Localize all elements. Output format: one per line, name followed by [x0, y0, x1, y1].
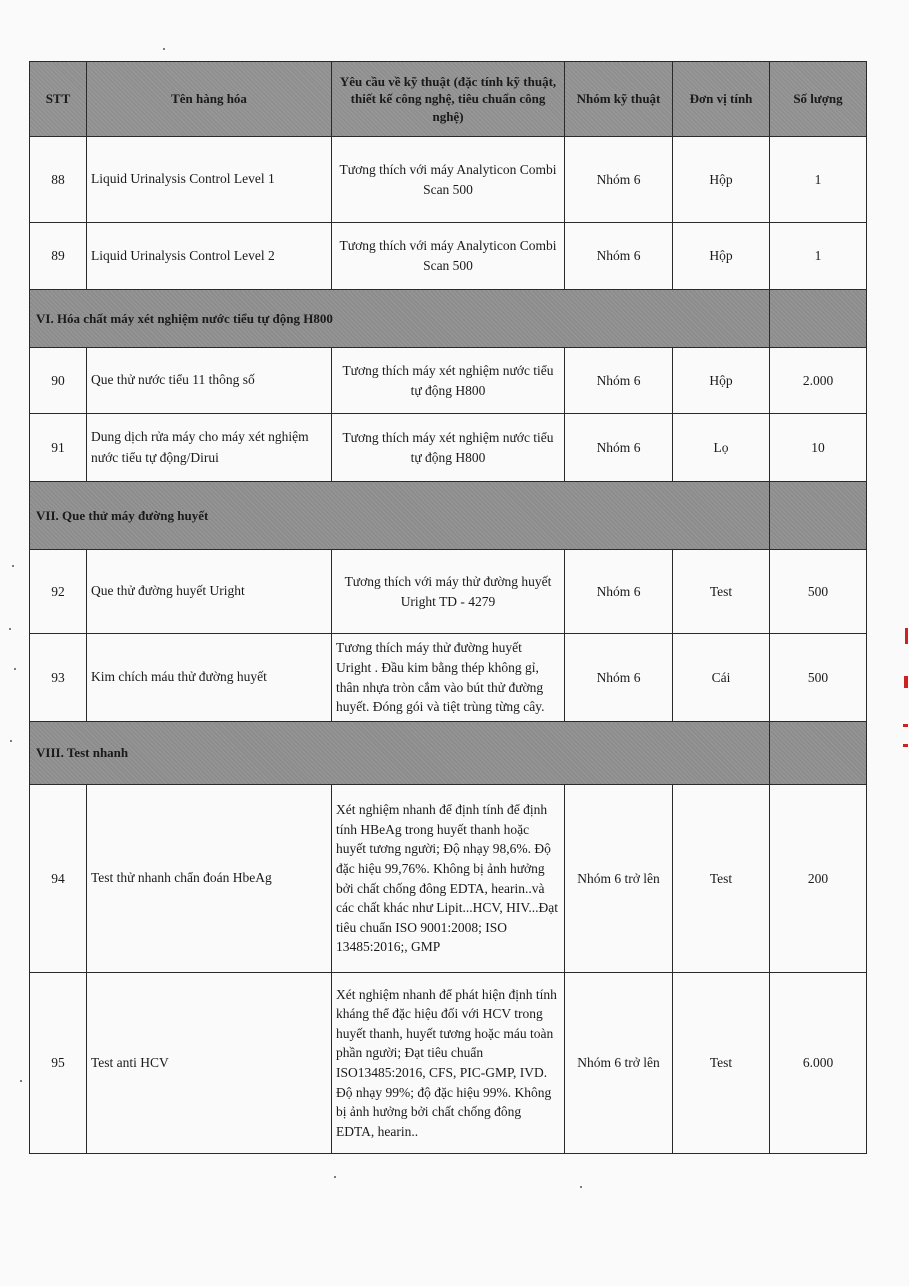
section-title: VII. Que thử máy đường huyết [30, 482, 770, 550]
cell-qty: 2.000 [770, 348, 867, 414]
scan-speck [580, 1186, 582, 1188]
cell-group: Nhóm 6 [565, 634, 673, 722]
cell-name: Liquid Urinalysis Control Level 2 [87, 223, 332, 290]
cell-group: Nhóm 6 [565, 414, 673, 482]
cell-unit: Lọ [673, 414, 770, 482]
cell-group: Nhóm 6 trở lên [565, 973, 673, 1154]
header-name: Tên hàng hóa [87, 62, 332, 137]
cell-qty: 10 [770, 414, 867, 482]
cell-group: Nhóm 6 [565, 550, 673, 634]
cell-name: Dung dịch rửa máy cho máy xét nghiệm nước tiểu tự động/Dirui [87, 414, 332, 482]
cell-name: Test anti HCV [87, 973, 332, 1154]
cell-stt: 89 [30, 223, 87, 290]
cell-spec: Tương thích với máy thử đường huyết Uright TD - 4279 [332, 550, 565, 634]
cell-group: Nhóm 6 trở lên [565, 785, 673, 973]
table-row [30, 414, 867, 482]
cell-spec: Xét nghiệm nhanh để định tính để định tính HBeAg trong huyết thanh hoặc huyết tương người; Độ nhạy 98,6%. Độ đặc hiệu 99,76%. Không bị ảnh hưởng bởi chất chống đông EDTA, hearin..và các chất khác như Lipit...HCV, HIV...Đạt tiêu chuẩn ISO 9001:2008; ISO 13485:2016;, GMP [332, 785, 565, 973]
section-title: VI. Hóa chất máy xét nghiệm nước tiểu tự động H800 [30, 290, 770, 348]
cell-stt: 94 [30, 785, 87, 973]
cell-unit: Hộp [673, 223, 770, 290]
red-ink-mark [903, 744, 908, 747]
section-blank-cell [770, 290, 867, 348]
section-row [30, 482, 867, 550]
cell-unit: Hộp [673, 348, 770, 414]
red-ink-mark [905, 628, 908, 644]
cell-stt: 95 [30, 973, 87, 1154]
cell-group: Nhóm 6 [565, 137, 673, 223]
cell-name: Liquid Urinalysis Control Level 1 [87, 137, 332, 223]
scan-speck [12, 565, 14, 567]
section-row [30, 290, 867, 348]
cell-group: Nhóm 6 [565, 223, 673, 290]
cell-group: Nhóm 6 [565, 348, 673, 414]
cell-qty: 200 [770, 785, 867, 973]
cell-unit: Cái [673, 634, 770, 722]
cell-stt: 92 [30, 550, 87, 634]
cell-spec: Tương thích máy xét nghiệm nước tiểu tự động H800 [332, 348, 565, 414]
header-qty: Số lượng [770, 62, 867, 137]
cell-stt: 91 [30, 414, 87, 482]
scan-speck [163, 48, 165, 50]
table-row [30, 973, 867, 1154]
header-stt: STT [30, 62, 87, 137]
cell-spec: Tương thích với máy Analyticon Combi Scan 500 [332, 137, 565, 223]
header-group: Nhóm kỹ thuật [565, 62, 673, 137]
cell-spec: Xét nghiệm nhanh để phát hiện định tính kháng thể đặc hiệu đối với HCV trong huyết thanh, huyết tương hoặc máu toàn phần người; Đạt tiêu chuẩn ISO13485:2016, CFS, PIC-GMP, IVD. Độ nhạy 99%; độ đặc hiệu 99%. Không bị ảnh hưởng bởi chất chống đông EDTA, hearin.. [332, 973, 565, 1154]
section-row [30, 722, 867, 785]
scan-speck [10, 740, 12, 742]
table-row [30, 634, 867, 722]
cell-qty: 6.000 [770, 973, 867, 1154]
header-unit: Đơn vị tính [673, 62, 770, 137]
cell-stt: 93 [30, 634, 87, 722]
scan-speck [20, 1080, 22, 1082]
cell-unit: Test [673, 973, 770, 1154]
cell-qty: 500 [770, 550, 867, 634]
table-row [30, 223, 867, 290]
table-row [30, 785, 867, 973]
cell-stt: 90 [30, 348, 87, 414]
cell-spec: Tương thích máy thử đường huyết Uright . Đầu kim bằng thép không gỉ, thân nhựa tròn cắm vào bút thử đường huyết. Đóng gói và tiệt trùng từng cây. [332, 634, 565, 722]
scan-speck [9, 628, 11, 630]
table-row [30, 137, 867, 223]
table-header-row [30, 62, 867, 137]
cell-unit: Hộp [673, 137, 770, 223]
header-spec: Yêu cầu về kỹ thuật (đặc tính kỹ thuật, thiết kế công nghệ, tiêu chuẩn công nghệ) [332, 62, 565, 137]
section-blank-cell [770, 722, 867, 785]
cell-unit: Test [673, 785, 770, 973]
cell-name: Que thử nước tiểu 11 thông số [87, 348, 332, 414]
section-title: VIII. Test nhanh [30, 722, 770, 785]
cell-qty: 500 [770, 634, 867, 722]
table-row [30, 550, 867, 634]
red-ink-mark [904, 676, 908, 688]
scan-speck [334, 1176, 336, 1178]
cell-spec: Tương thích máy xét nghiệm nước tiểu tự động H800 [332, 414, 565, 482]
procurement-table [29, 61, 867, 1154]
cell-spec: Tương thích với máy Analyticon Combi Scan 500 [332, 223, 565, 290]
cell-stt: 88 [30, 137, 87, 223]
section-blank-cell [770, 482, 867, 550]
cell-name: Test thử nhanh chẩn đoán HbeAg [87, 785, 332, 973]
scan-speck [14, 668, 16, 670]
cell-name: Que thử đường huyết Uright [87, 550, 332, 634]
red-ink-mark [903, 724, 908, 727]
table-row [30, 348, 867, 414]
cell-qty: 1 [770, 137, 867, 223]
cell-name: Kim chích máu thử đường huyết [87, 634, 332, 722]
cell-qty: 1 [770, 223, 867, 290]
cell-unit: Test [673, 550, 770, 634]
